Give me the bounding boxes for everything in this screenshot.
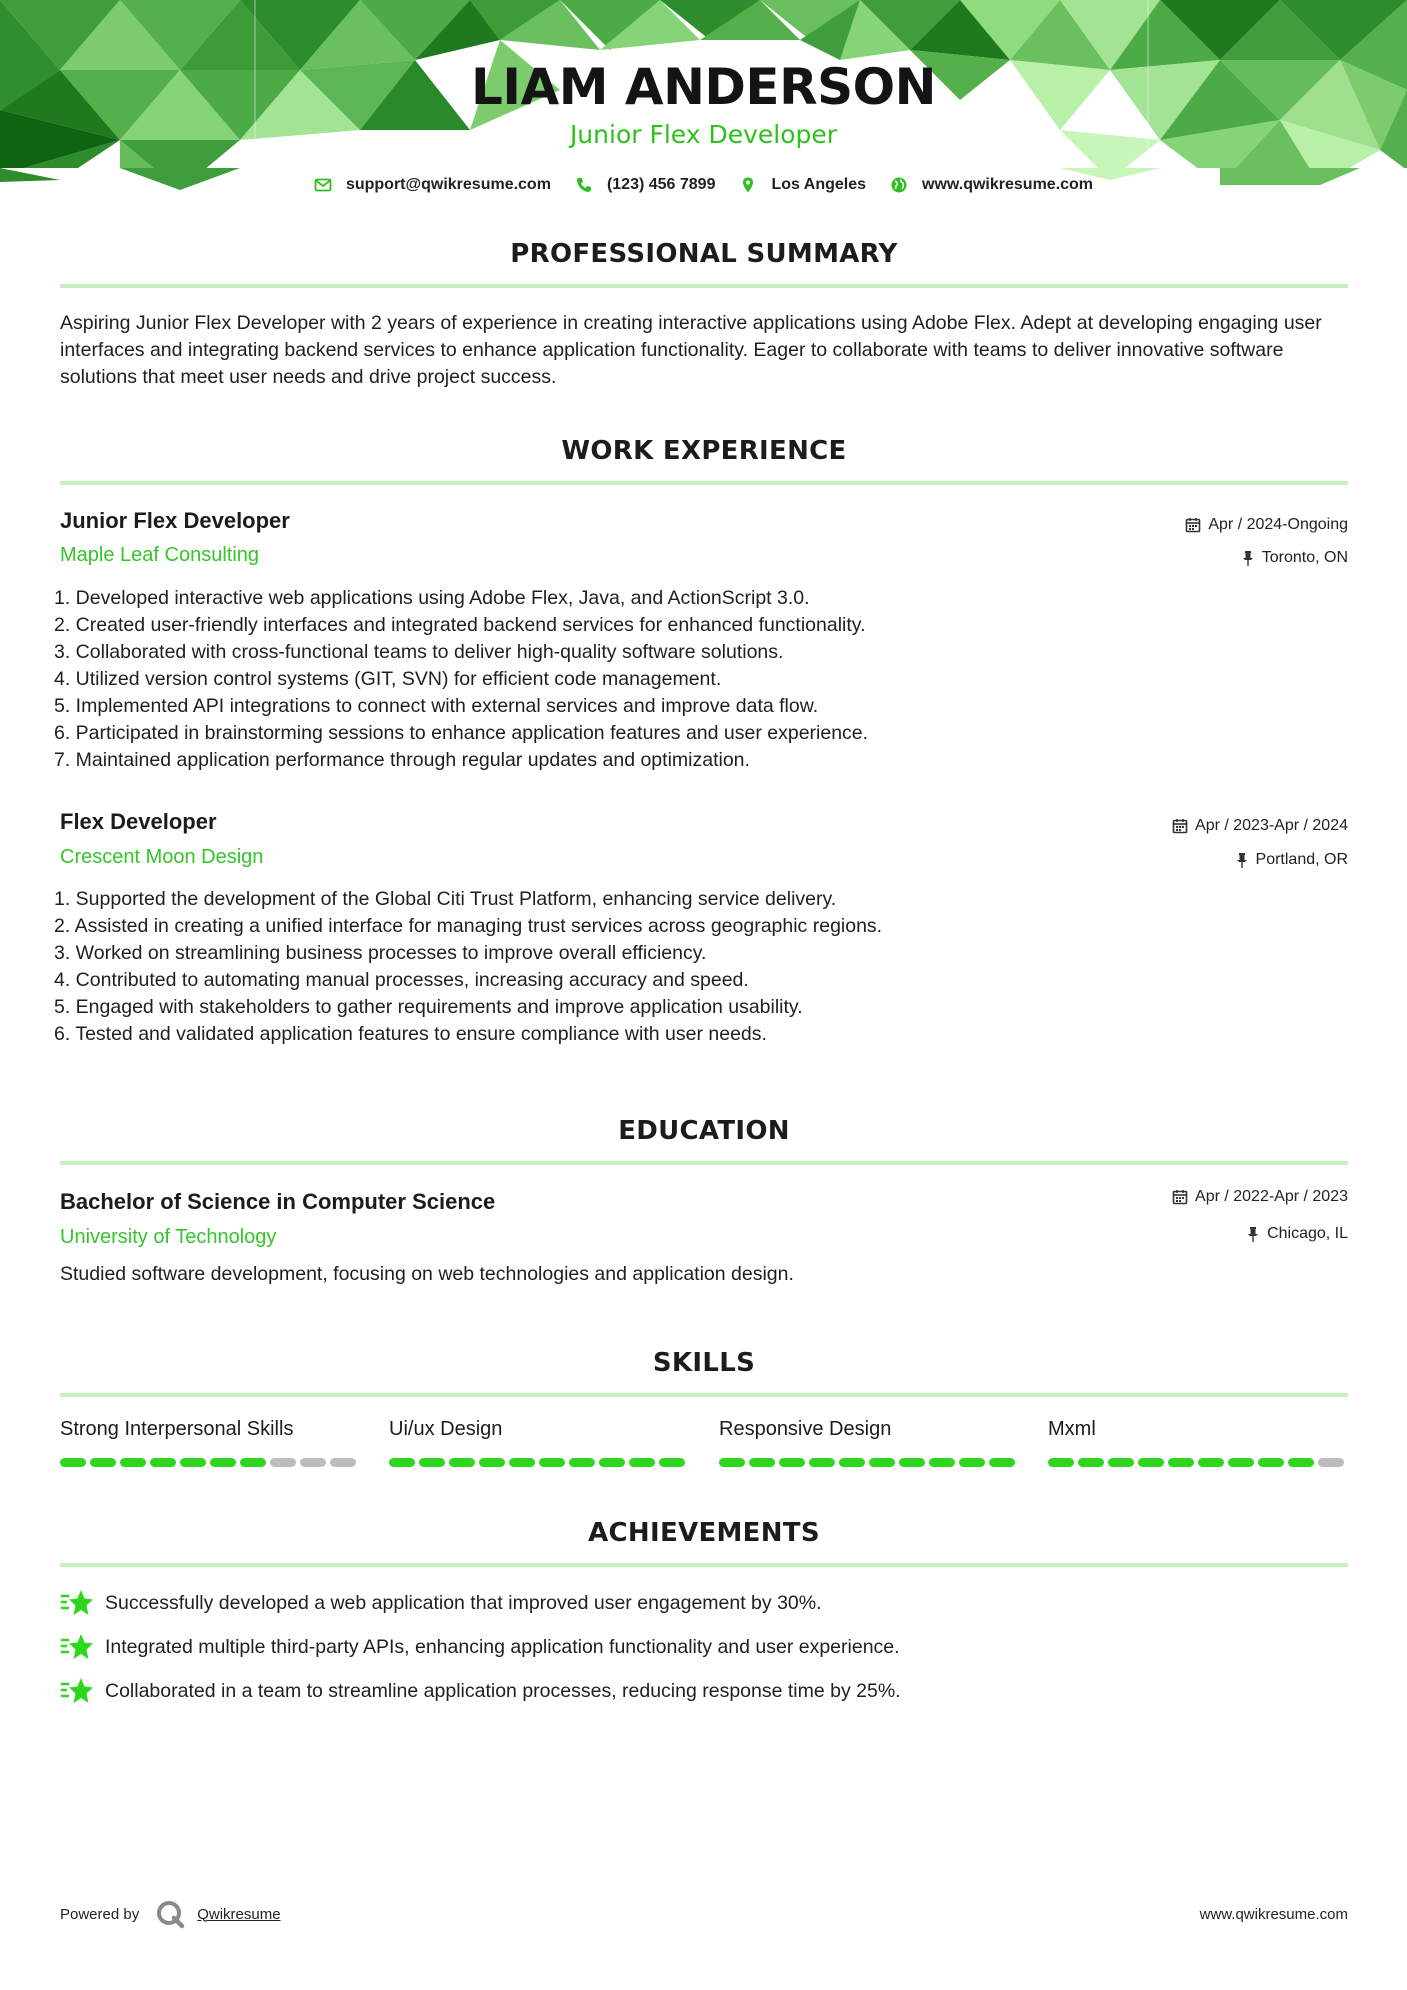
skill-item: [60, 1418, 360, 1467]
skill-level-bar: [389, 1458, 689, 1467]
skill-segment-filled: [809, 1458, 835, 1467]
skill-segment-filled: [569, 1458, 595, 1467]
skill-segment-filled: [240, 1458, 266, 1467]
list-item: 2. Assisted in creating a unified interface for managing trust services across geographic regions.: [54, 915, 883, 937]
job-dates-text: Apr / 2023-Apr / 2024: [1195, 817, 1348, 834]
pushpin-icon: [1241, 550, 1255, 566]
education-dates-text: Apr / 2022-Apr / 2023: [1195, 1188, 1348, 1205]
contact-phone-text: (123) 456 7899: [606, 176, 716, 193]
summary-text: Aspiring Junior Flex Developer with 2 years of experience in creating interactive applications using Adobe Flex. Adept at developing engaging user interfaces and integrating backend services to enhance application functionality. Eager to collaborate with teams to deliver innovative software solutions that meet user needs and drive project success.: [60, 312, 1322, 388]
skill-segment-filled: [869, 1458, 895, 1467]
star-icon: [60, 1676, 94, 1706]
education-divider: [60, 1161, 1348, 1165]
skill-item: [389, 1418, 689, 1467]
summary-divider: [60, 284, 1348, 288]
skill-segment-filled: [539, 1458, 565, 1467]
job-dates-text: Apr / 2024-Ongoing: [1208, 516, 1348, 533]
skill-name: Strong Interpersonal Skills: [60, 1418, 294, 1440]
skill-segment-filled: [389, 1458, 415, 1467]
contact-bar: [0, 172, 1407, 198]
job-duties: [54, 585, 1344, 774]
list-item: 5. Engaged with stakeholders to gather requirements and improve application usability.: [54, 996, 803, 1018]
job-dates: [1185, 516, 1348, 534]
skill-segment-empty: [300, 1458, 326, 1467]
skill-segment-filled: [1228, 1458, 1254, 1467]
achievement-item: [60, 1676, 901, 1706]
pushpin-icon: [1235, 852, 1249, 868]
skill-segment-filled: [90, 1458, 116, 1467]
skill-level-bar: [1048, 1458, 1348, 1467]
job-location: [1241, 549, 1348, 567]
summary-heading: PROFESSIONAL SUMMARY: [510, 239, 898, 269]
contact-website[interactable]: [890, 176, 1093, 194]
skill-segment-filled: [929, 1458, 955, 1467]
skill-level-bar: [719, 1458, 1019, 1467]
skill-segment-filled: [659, 1458, 685, 1467]
education-heading: EDUCATION: [618, 1116, 790, 1146]
achievement-text: Successfully developed a web application that improved user engagement by 30%.: [105, 1591, 822, 1614]
skill-segment-filled: [599, 1458, 625, 1467]
contact-location-text: Los Angeles: [771, 176, 867, 193]
skill-segment-filled: [120, 1458, 146, 1467]
skill-segment-filled: [180, 1458, 206, 1467]
skill-segment-filled: [1168, 1458, 1194, 1467]
candidate-name: LIAM ANDERSON: [471, 58, 936, 116]
skill-segment-filled: [1258, 1458, 1284, 1467]
skill-segment-filled: [419, 1458, 445, 1467]
experience-heading: WORK EXPERIENCE: [561, 436, 847, 466]
job-location-text: Portland, OR: [1255, 851, 1348, 868]
globe-icon: [890, 176, 908, 194]
skill-item: [1048, 1418, 1348, 1467]
list-item: 4. Utilized version control systems (GIT, SVN) for efficient code management.: [54, 668, 722, 690]
achievement-text: Collaborated in a team to streamline application processes, reducing response time by 25%.: [105, 1679, 901, 1702]
education-description: Studied software development, focusing on web technologies and application design.: [60, 1263, 794, 1285]
job-dates: [1172, 817, 1348, 835]
list-item: 1. Developed interactive web applications using Adobe Flex, Java, and ActionScript 3.0.: [54, 587, 810, 609]
list-item: 3. Collaborated with cross-functional teams to deliver high-quality software solutions.: [54, 641, 784, 663]
list-item: 1. Supported the development of the Global Citi Trust Platform, enhancing service delivery.: [54, 888, 837, 910]
education-dates: [1172, 1188, 1348, 1206]
education-school: University of Technology: [60, 1226, 277, 1248]
skill-segment-filled: [719, 1458, 745, 1467]
star-icon: [60, 1632, 94, 1662]
experience-divider: [60, 481, 1348, 485]
contact-phone[interactable]: [575, 176, 716, 194]
skill-segment-filled: [1198, 1458, 1224, 1467]
skill-segment-empty: [270, 1458, 296, 1467]
achievement-item: [60, 1632, 900, 1662]
calendar-icon: [1172, 818, 1188, 834]
skill-name: Responsive Design: [719, 1418, 892, 1440]
skill-segment-filled: [150, 1458, 176, 1467]
skill-segment-filled: [449, 1458, 475, 1467]
skill-segment-filled: [749, 1458, 775, 1467]
footer-powered-by: [60, 1899, 281, 1929]
skill-segment-filled: [1108, 1458, 1134, 1467]
skill-segment-empty: [1318, 1458, 1344, 1467]
skill-segment-filled: [779, 1458, 805, 1467]
list-item: 5. Implemented API integrations to connect with external services and improve data flow.: [54, 695, 819, 717]
skill-segment-filled: [959, 1458, 985, 1467]
envelope-icon: [314, 176, 332, 194]
skill-segment-filled: [989, 1458, 1015, 1467]
list-item: 7. Maintained application performance through regular updates and optimization.: [54, 749, 750, 771]
skill-segment-empty: [330, 1458, 356, 1467]
skill-name: Ui/ux Design: [389, 1418, 503, 1440]
achievements-heading: ACHIEVEMENTS: [588, 1518, 820, 1548]
skill-segment-filled: [60, 1458, 86, 1467]
education-degree: Bachelor of Science in Computer Science: [60, 1189, 496, 1214]
skill-segment-filled: [509, 1458, 535, 1467]
contact-email[interactable]: [314, 176, 551, 194]
job-company: Maple Leaf Consulting: [60, 544, 260, 566]
skill-level-bar: [60, 1458, 360, 1467]
map-pin-icon: [739, 176, 757, 194]
achievement-text: Integrated multiple third-party APIs, enhancing application functionality and user experience.: [105, 1635, 900, 1658]
achievements-divider: [60, 1563, 1348, 1567]
education-location-text: Chicago, IL: [1267, 1225, 1348, 1242]
list-item: 4. Contributed to automating manual processes, increasing accuracy and speed.: [54, 969, 749, 991]
education-location: [1246, 1225, 1348, 1243]
job-location: [1235, 851, 1348, 869]
job-role: Flex Developer: [60, 809, 217, 834]
skill-segment-filled: [210, 1458, 236, 1467]
list-item: 6. Tested and validated application features to ensure compliance with user needs.: [54, 1023, 767, 1045]
star-icon: [60, 1588, 94, 1618]
job-company: Crescent Moon Design: [60, 846, 264, 868]
phone-icon: [575, 176, 593, 194]
candidate-title: Junior Flex Developer: [569, 120, 838, 149]
calendar-icon: [1172, 1189, 1188, 1205]
contact-email-text: support@qwikresume.com: [345, 176, 551, 193]
skills-heading: SKILLS: [652, 1348, 756, 1378]
calendar-icon: [1185, 517, 1201, 533]
skill-name: Mxml: [1048, 1418, 1096, 1440]
footer-url[interactable]: www.qwikresume.com: [1199, 1906, 1348, 1923]
skill-item: [719, 1418, 1019, 1467]
contact-location: [739, 176, 866, 194]
achievement-item: [60, 1588, 822, 1618]
list-item: 2. Created user-friendly interfaces and integrated backend services for enhanced functionality.: [54, 614, 866, 636]
pushpin-icon: [1246, 1226, 1260, 1242]
list-item: 3. Worked on streamlining business processes to improve overall efficiency.: [54, 942, 707, 964]
skill-segment-filled: [629, 1458, 655, 1467]
qwikresume-link[interactable]: Qwikresume: [197, 1905, 281, 1923]
skill-segment-filled: [1078, 1458, 1104, 1467]
job-role: Junior Flex Developer: [60, 508, 290, 533]
job-duties: [54, 886, 1344, 1048]
skills-divider: [60, 1393, 1348, 1397]
skill-segment-filled: [479, 1458, 505, 1467]
qwikresume-logo-icon: [155, 1899, 185, 1929]
skill-segment-filled: [1288, 1458, 1314, 1467]
contact-website-text: www.qwikresume.com: [922, 176, 1094, 193]
powered-by-label: Powered by: [60, 1905, 140, 1923]
list-item: 6. Participated in brainstorming sessions to enhance application features and user experience.: [54, 722, 869, 744]
skill-segment-filled: [1048, 1458, 1074, 1467]
skill-segment-filled: [839, 1458, 865, 1467]
job-location-text: Toronto, ON: [1261, 549, 1348, 566]
skill-segment-filled: [1138, 1458, 1164, 1467]
skill-segment-filled: [899, 1458, 925, 1467]
